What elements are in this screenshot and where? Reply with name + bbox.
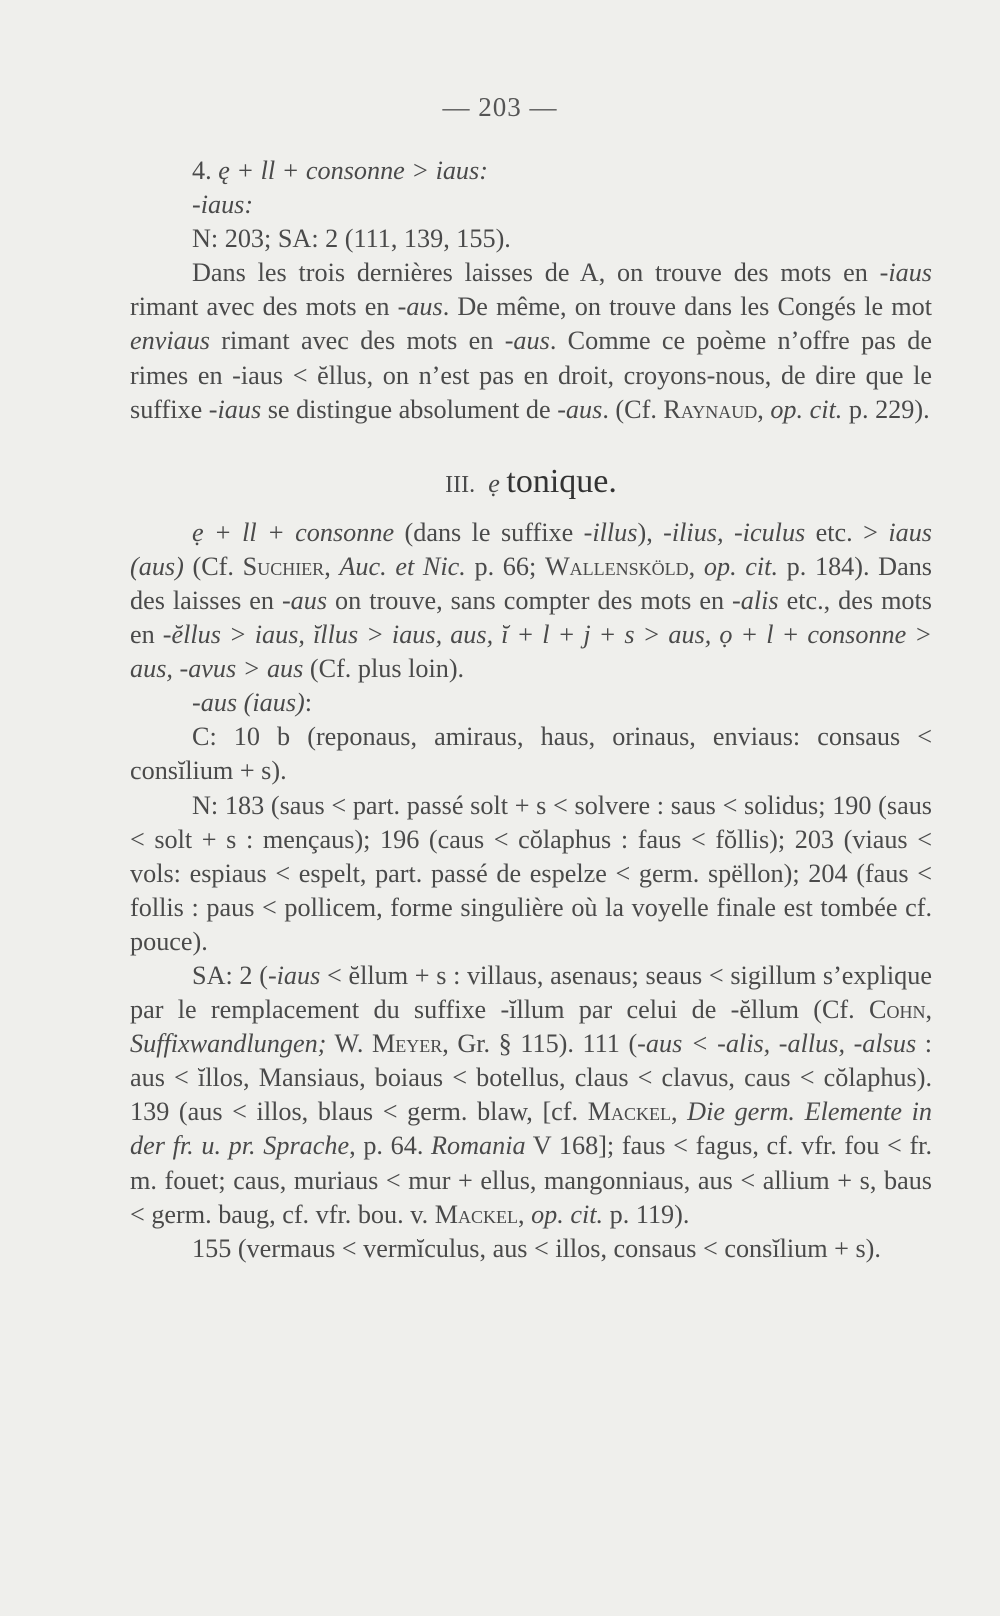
italic-term: -aus [504,326,550,356]
italic-term: iaus (aus) [130,517,932,581]
italic-term: Auc. et Nic. [339,551,466,581]
text-run: . (Cf. [602,394,664,424]
author-name: Raynaud [663,394,758,424]
entry-c: C: 10 b (reponaus, amiraus, haus, orinaus, enviaus: consaus < consĭlium + s). [130,722,932,786]
italic-term: -iaus [879,258,932,288]
text-run: rimant avec des mots en [210,326,505,356]
italic-term: -aus [397,292,443,322]
section-4-paragraph [130,256,932,426]
text-run: < ĕllum + s : villaus, asenaus; seaus < sigillum s’explique par le remplacement du suffixe -ĭllum par celui de -ĕllum (Cf. [130,960,932,1025]
italic-term: -iaus [208,394,262,424]
section-roman-numeral: III. [445,471,476,498]
author-name: Cohn [868,995,926,1025]
page-body [130,154,932,1266]
text-run: , Gr. § 115). 111 ( [442,1029,638,1059]
text-run: , [670,1097,688,1127]
text-run: W. [326,1029,372,1059]
suffix-heading [130,686,932,720]
author-name: Suchier [242,551,325,581]
section-3-intro [130,516,932,686]
rule-formula: ẹ + ll + consonne [192,517,395,547]
entry-n: N: 183 (saus < part. passé solt + s < solvere : saus < solidus; 190 (saus < solt + s : mençaus); 196 (caus < cŏlaphus : faus < fŏllis); 203 (viaus < vols: espiaus < espelt, part. passé de espelze < germ. spëllon); 204 (faus < follis : paus < pollicem, forme singulière où la voyelle finale est tombée cf. pouce). [130,790,932,956]
text-run: , p. 64. [349,1131,432,1161]
italic-term: -iaus [267,960,321,990]
text-run: Dans les trois dernières laisses de A, on trouve des mots en [192,258,880,288]
text-run: (Cf. [183,551,243,581]
text-run: p. 184). Dans des laisses en [130,551,933,615]
text-run: SA: 2 ( [192,960,268,990]
entry-sa [130,959,932,1232]
italic-term: -aus [281,585,328,615]
text-run: etc., des mots en [130,585,932,650]
text-run: p. 119). [603,1199,690,1229]
section-title-word: tonique. [506,462,617,500]
italic-term: Romania [431,1131,526,1161]
italic-term: -illus [583,517,638,547]
text-run: , [688,551,704,581]
author-name: Wallensköld [544,551,689,581]
text-run: ), [637,517,664,547]
section-4-heading [130,154,932,188]
text-run: (Cf. plus loin). [303,654,465,684]
text-run: , [517,1199,532,1229]
suffix-heading [130,188,932,222]
text-run: V 168]; faus < fagus, cf. vfr. fou < fr. m. fouet; caus, muriaus < mur + ellus, mangonniaus, aus < allium + s, baus < germ. baug, cf. vfr. bou. v. [130,1131,932,1229]
italic-term: -aus [557,394,603,424]
italic-term: op. cit. [703,551,778,581]
section-number: 4. [192,156,219,185]
author-name: Meyer [371,1029,443,1059]
text-run: : aus < ĭllos, Mansiaus, boiaus < botellus, claus < clavus, caus < cŏlaphus). 139 (aus < illos, blaus < germ. blaw, [cf. [130,1029,933,1127]
section-title [130,463,932,504]
suffix-label: -aus (iaus) [192,688,305,718]
italic-term: op. cit. [770,394,843,424]
references-line: N: 203; SA: 2 (111, 139, 155). [192,224,511,254]
text-run: , [757,394,771,424]
rule-formula: ę + ll + consonne > iaus [218,156,480,185]
italic-term: op. cit. [531,1199,604,1229]
author-name: Mackel [587,1097,671,1127]
text-run: p. 66; [465,551,545,581]
vowel-symbol: ẹ [488,468,500,498]
italic-term: Die germ. Elemente in der fr. u. pr. Sprache [130,1097,932,1161]
italic-term: -aus < -alis, -allus, -alsus [637,1029,917,1059]
italic-term: Suffixwandlungen; [130,1029,327,1059]
colon: : [304,688,313,718]
text-run: , [925,995,932,1025]
text-run: on trouve, sans compter des mots en [327,585,733,615]
colon: : [479,156,488,185]
text-run: etc. > [805,517,889,547]
text-run: . De même, on trouve dans les Congés le mot [442,292,932,322]
italic-term: -ilius, -iculus [663,517,806,547]
colon: : [244,190,254,220]
text-run: (dans le suffixe [394,517,584,547]
text-run: rimant avec des mots en [130,292,398,322]
text-run: , [324,551,340,581]
text-run: . Comme ce poème n’offre pas de rimes en -iaus < ĕllus, on n’est pas en droit, croyons-nous, de dire que le suffixe [130,326,932,424]
page-number: — 203 — [442,92,558,122]
text-run: p. 229). [842,394,930,424]
entry-155: 155 (vermaus < vermĭculus, aus < illos, consaus < consĭlium + s). [192,1233,881,1263]
italic-term: enviaus [130,326,210,356]
author-name: Mackel [434,1199,518,1229]
text-run: se distingue absolument de [261,394,558,424]
suffix-label: -iaus [192,190,245,220]
italic-term: -alis [732,585,779,615]
italic-term: -ĕllus > iaus, ĭllus > iaus, aus, ĭ + l + j + s > aus, ọ + l + consonne > aus, -avus > aus [130,620,932,684]
